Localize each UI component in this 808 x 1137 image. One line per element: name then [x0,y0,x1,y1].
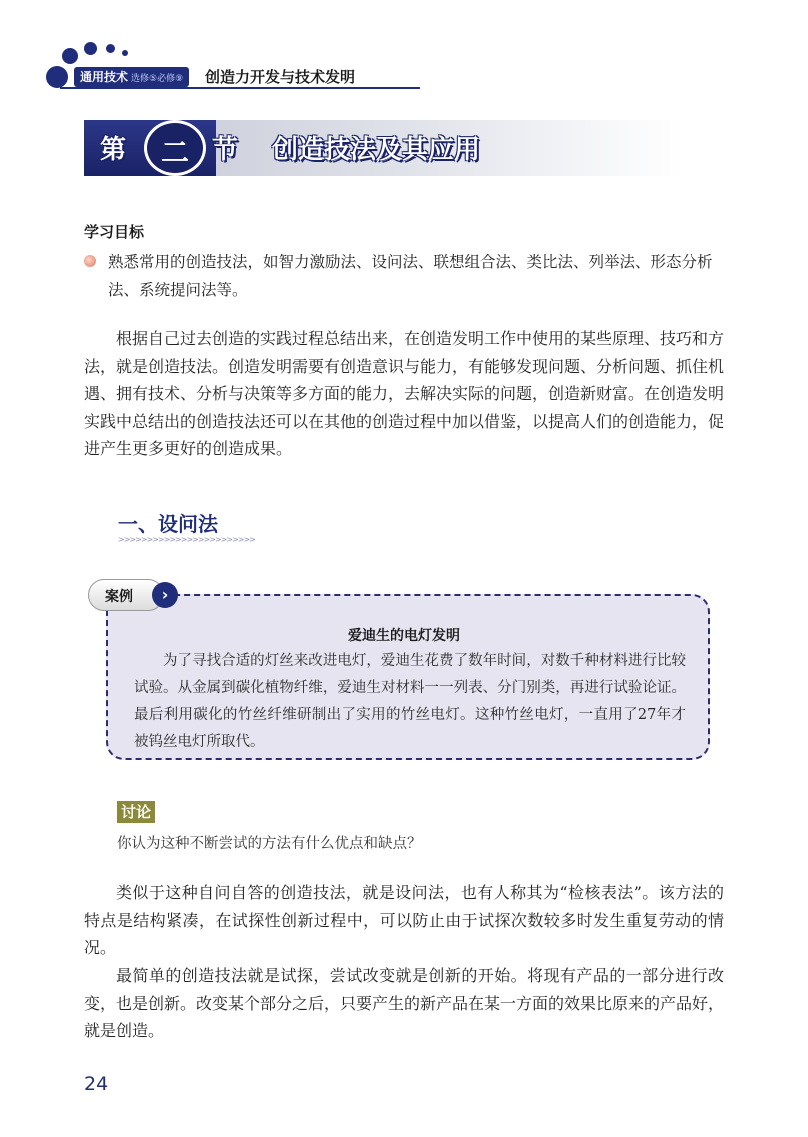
header-dot-large [46,66,68,88]
section-prefix: 第 [100,135,127,165]
body-paragraph: 类似于这种自问自答的创造技法，就是设问法，也有人称其为“检核表法”。该方法的特点是结构紧凑，在试探性创新过程中，可以防止由于试探次数较多时发生重复劳动的情况。 [84,883,724,957]
case-title: 爱迪生的电灯发明 [348,628,460,644]
section-number: 二 [160,136,189,169]
section-title: 创造技法及其应用 [272,135,481,165]
section-number-badge [144,120,206,176]
book-series-label: 通用技术 [80,70,129,84]
subsection-underline-arrows: >>>>>>>>>>>>>>>>>>>>>>>> [118,535,255,544]
header-dot-small [106,44,115,53]
header-rule [60,87,420,89]
book-series-tag [74,67,189,87]
bullet-icon [84,255,96,267]
book-title: 创造力开发与技术发明 [205,68,356,86]
case-text: 为了寻找合适的灯丝来改进电灯，爱迪生花费了数年时间，对数千种材料进行比较试验。从金属到碳化植物纤维，爱迪生对材料一一列表、分门别类，再进行试验论证。最后利用碳化的竹丝纤维研制出了实用的竹丝电灯。这种竹丝电灯，一直用了27年才被钨丝电灯所取代。 [134,653,686,750]
section-suffix: 节 [212,135,239,165]
learning-goals-heading: 学习目标 [84,223,145,241]
chevron-right-icon: › [152,582,178,608]
header-dot-tiny [122,50,128,56]
intro-paragraph: 根据自己过去创造的实践过程总结出来，在创造发明工作中使用的某些原理、技巧和方法，就是创造技法。创造发明需要有创造意识与能力，有能够发现问题、分析问题、抓住机遇、拥有技术、分析与决策等多方面的能力，去解决实际的问题，创造新财富。在创造发明实践中总结出的创造技法还可以在其他的创造过程中加以借鉴，以提高人们的创造能力，促进产生更多更好的创造成果。 [84,329,725,458]
page-number: 24 [84,1073,109,1095]
header-dot-medium [84,42,97,55]
subsection-title: 一、设问法 [118,512,218,536]
learning-goal-item: 熟悉常用的创造技法，如智力激励法、设问法、联想组合法、类比法、列举法、形态分析法、系统提问法等。 [108,253,713,299]
discussion-tag: 讨论 [117,801,155,823]
header-dot-medium [62,48,78,64]
book-series-sub: 选修⑤必修⑨ [131,74,184,84]
case-tag-label: 案例 [105,589,133,605]
discussion-question: 你认为这种不断尝试的方法有什么优点和缺点？ [117,836,422,852]
body-paragraph: 最简单的创造技法就是试探，尝试改变就是创新的开始。将现有产品的一部分进行改变，也是创新。改变某个部分之后，只要产生的新产品在某一方面的效果比原来的产品好，就是创造。 [84,966,725,1040]
